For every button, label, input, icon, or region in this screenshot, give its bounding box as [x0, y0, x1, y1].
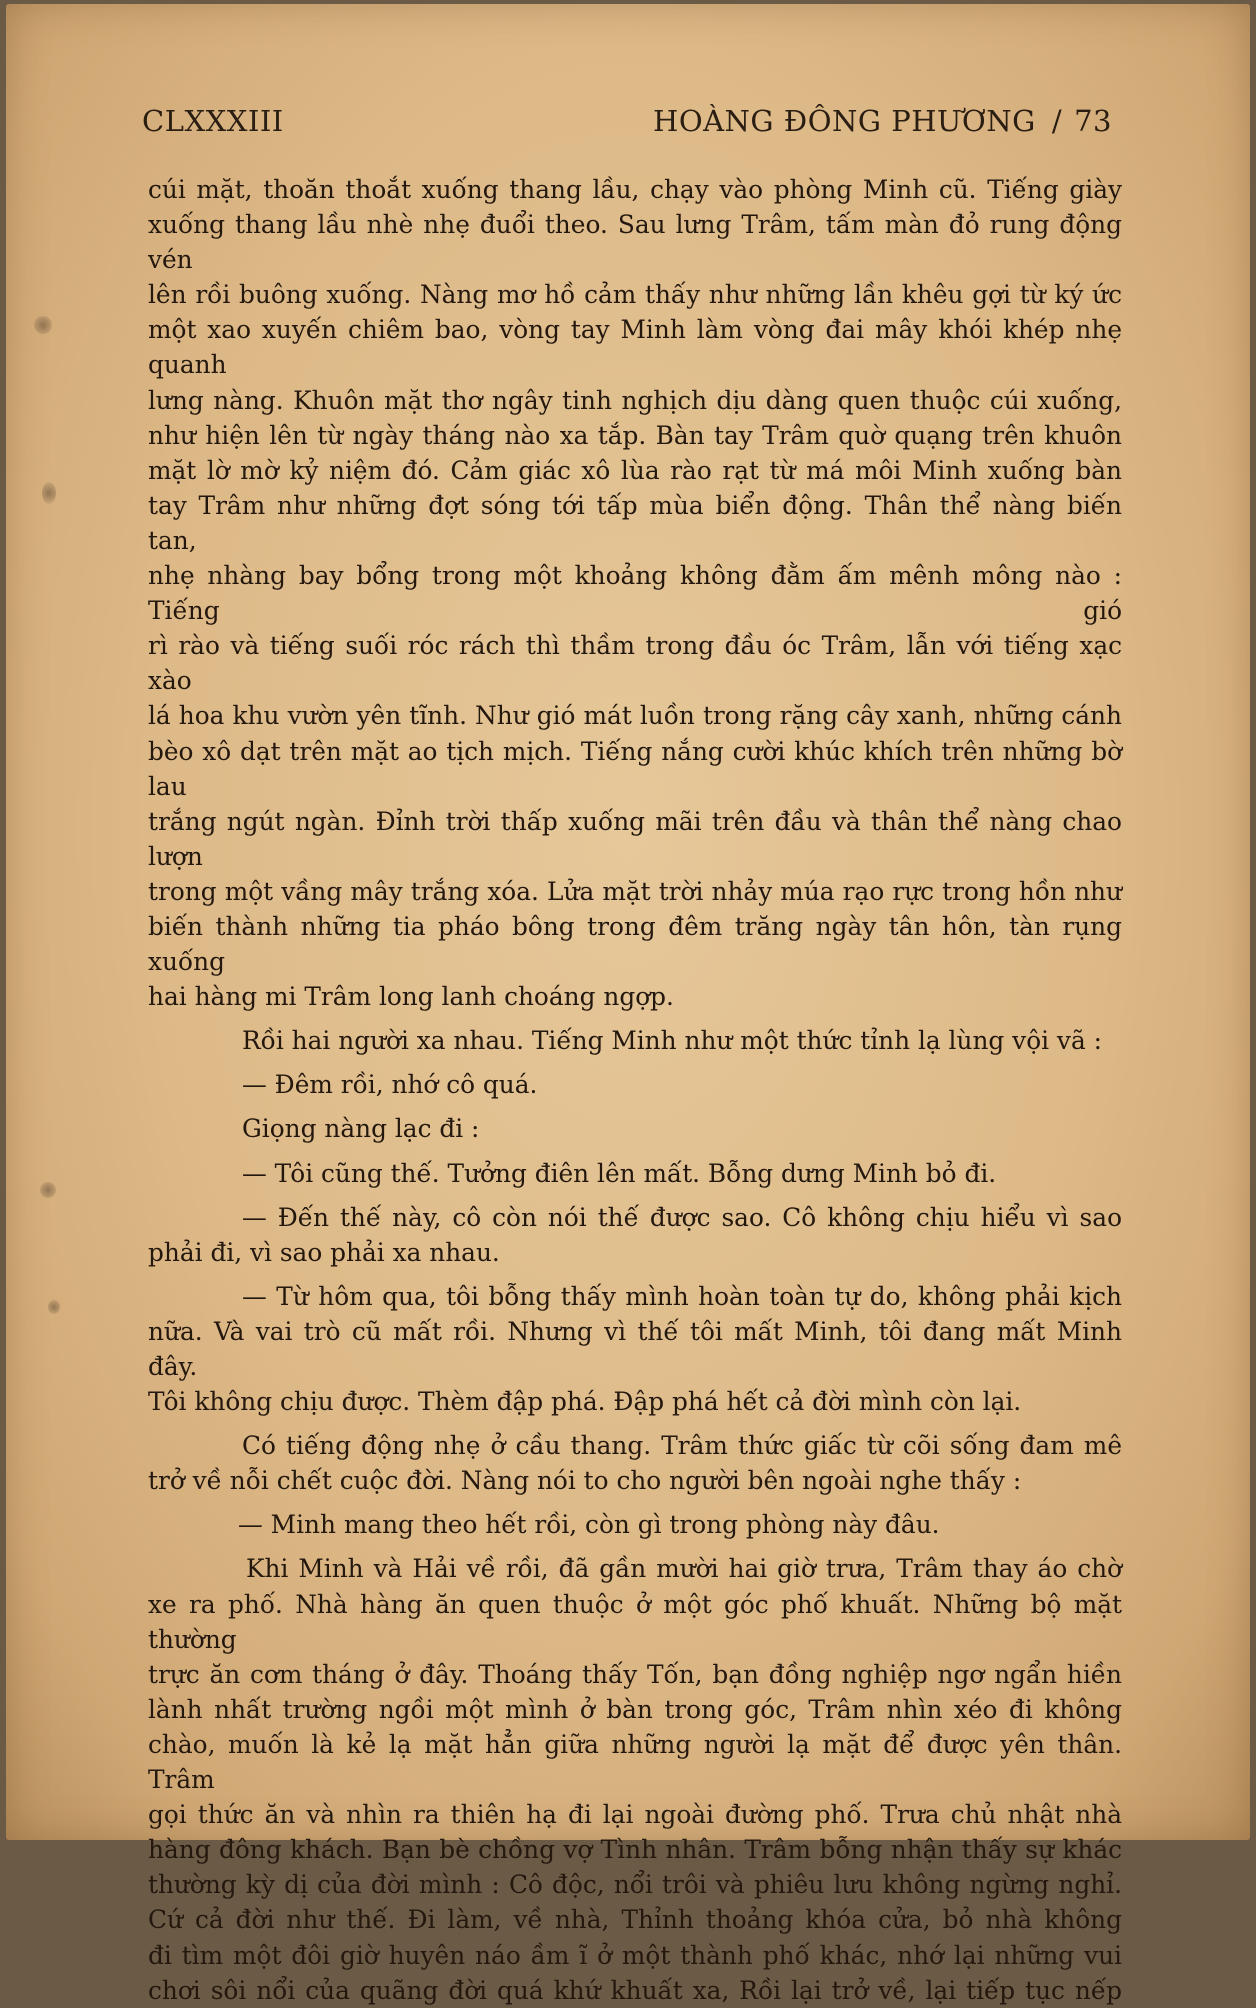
text-line: lên rồi buông xuống. Nàng mơ hồ cảm thấy như những lần khêu gợi từ ký ức [148, 280, 1122, 310]
body-text [148, 172, 1122, 2008]
text-line: xe ra phố. Nhà hàng ăn quen thuộc ở một góc phố khuất. Những bộ mặt thường [148, 1589, 1122, 1654]
dialogue-line [148, 1507, 1122, 1542]
text-line: trở về nỗi chết cuộc đời. Nàng nói to cho người bên ngoài nghe thấy : [148, 1466, 1022, 1496]
dialogue-line [148, 1156, 1122, 1191]
text-line: Giọng nàng lạc đi : [242, 1114, 480, 1144]
paragraph [148, 1551, 1122, 2007]
text-line: trong một vầng mây trắng xóa. Lửa mặt trời nhảy múa rạo rực trong hồn như [148, 876, 1122, 906]
text-line: thường kỳ dị của đời mình : Cô độc, nổi trôi và phiêu lưu không ngừng nghỉ. [148, 1870, 1122, 1900]
margin-stain [34, 316, 52, 334]
header-separator: / [1051, 104, 1063, 138]
text-line: hàng đông khách. Bạn bè chồng vợ Tình nhân. Trâm bỗng nhận thấy sự khác [148, 1835, 1122, 1865]
text-line: lành nhất trường ngồi một mình ở bàn trong góc, Trâm nhìn xéo đi không [148, 1694, 1122, 1724]
text-line: một xao xuyến chiêm bao, vòng tay Minh làm vòng đai mây khói khép nhẹ quanh [148, 315, 1122, 380]
text-line: xuống thang lầu nhè nhẹ đuổi theo. Sau lưng Trâm, tấm màn đỏ rung động vén [148, 210, 1122, 275]
text-line: trực ăn cơm tháng ở đây. Thoáng thấy Tốn, bạn đồng nghiệp ngơ ngẩn hiền [148, 1659, 1122, 1689]
text-line: hai hàng mi Trâm long lanh choáng ngợp. [148, 982, 674, 1012]
text-line: lá hoa khu vườn yên tĩnh. Như gió mát luồn trong rặng cây xanh, những cánh [148, 701, 1122, 731]
margin-stain [48, 1300, 60, 1314]
text-line: nữa. Và vai trò cũ mất rồi. Nhưng vì thế tôi mất Minh, tôi đang mất Minh đây. [148, 1316, 1122, 1381]
text-line: tay Trâm như những đợt sóng tới tấp mùa biển động. Thân thể nàng biến tan, [148, 490, 1122, 555]
text-line: Rồi hai người xa nhau. Tiếng Minh như một thức tỉnh lạ lùng vội vã : [242, 1026, 1102, 1056]
dialogue-line [148, 1279, 1122, 1419]
paragraph [148, 1428, 1122, 1498]
text-line: Tôi không chịu được. Thèm đập phá. Đập phá hết cả đời mình còn lại. [148, 1387, 1022, 1417]
text-line: bèo xô dạt trên mặt ao tịch mịch. Tiếng nắng cười khúc khích trên những bờ lau [148, 736, 1122, 801]
author-name: HOÀNG ĐÔNG PHƯƠNG [653, 104, 1036, 138]
margin-stain [40, 1182, 56, 1198]
text-line: rì rào và tiếng suối róc rách thì thầm trong đầu óc Trâm, lẫn với tiếng xạc xào [148, 631, 1122, 696]
book-page [6, 4, 1250, 2005]
text-line: gọi thức ăn và nhìn ra thiên hạ đi lại ngoài đường phố. Trưa chủ nhật nhà [148, 1800, 1122, 1830]
paragraph [148, 172, 1122, 1014]
running-head-right [653, 104, 1112, 138]
text-line: mặt lờ mờ kỷ niệm đó. Cảm giác xô lùa rào rạt từ má môi Minh xuống bàn [148, 455, 1122, 485]
text-line: như hiện lên từ ngày tháng nào xa tắp. Bàn tay Trâm quờ quạng trên khuôn [148, 420, 1122, 450]
text-line: trắng ngút ngàn. Đỉnh trời thấp xuống mãi trên đầu và thân thể nàng chao lượn [148, 806, 1122, 871]
text-line: — Đêm rồi, nhớ cô quá. [242, 1070, 538, 1100]
paragraph [148, 1111, 1122, 1146]
margin-stain [42, 482, 56, 504]
text-line: — Từ hôm qua, tôi bỗng thấy mình hoàn toàn tự do, không phải kịch [242, 1281, 1122, 1311]
text-line: nhẹ nhàng bay bổng trong một khoảng không đằm ấm mênh mông nào : Tiếng gió [148, 561, 1122, 626]
dialogue-line [148, 1067, 1122, 1102]
text-line: lưng nàng. Khuôn mặt thơ ngây tinh nghịch dịu dàng quen thuộc cúi xuống, [148, 385, 1122, 415]
text-line: — Minh mang theo hết rồi, còn gì trong phòng này đâu. [238, 1510, 940, 1540]
text-line: biến thành những tia pháo bông trong đêm trăng ngày tân hôn, tàn rụng xuống [148, 911, 1122, 977]
text-line: Khi Minh và Hải về rồi, đã gần mười hai giờ trưa, Trâm thay áo chờ [246, 1554, 1122, 1584]
text-line: đi tìm một đôi giờ huyên náo ầm ĩ ở một thành phố khác, nhớ lại những vui [148, 1940, 1122, 1970]
chapter-number: CLXXXIII [142, 104, 284, 138]
text-line: Cứ cả đời như thế. Đi làm, về nhà, Thỉnh thoảng khóa cửa, bỏ nhà không [148, 1905, 1122, 1935]
text-line: — Tôi cũng thế. Tưởng điên lên mất. Bỗng dưng Minh bỏ đi. [242, 1158, 997, 1188]
dialogue-line [148, 1200, 1122, 1270]
paragraph [148, 1023, 1122, 1058]
text-line: chào, muốn là kẻ lạ mặt hẳn giữa những người lạ mặt để được yên thân. Trâm [148, 1729, 1122, 1795]
running-header [142, 104, 1112, 144]
text-line: phải đi, vì sao phải xa nhau. [148, 1237, 500, 1267]
text-line: chơi sôi nổi của quãng đời quá khứ khuất xa, Rồi lại trở về, lại tiếp tục nếp [148, 1975, 1122, 2005]
text-line: cúi mặt, thoăn thoắt xuống thang lầu, chạy vào phòng Minh cũ. Tiếng giày [148, 175, 1122, 204]
page-number: 73 [1074, 104, 1112, 138]
text-line: Có tiếng động nhẹ ở cầu thang. Trâm thức giấc từ cõi sống đam mê [242, 1431, 1122, 1461]
text-line: — Đến thế này, cô còn nói thế được sao. Cô không chịu hiểu vì sao [242, 1202, 1122, 1232]
